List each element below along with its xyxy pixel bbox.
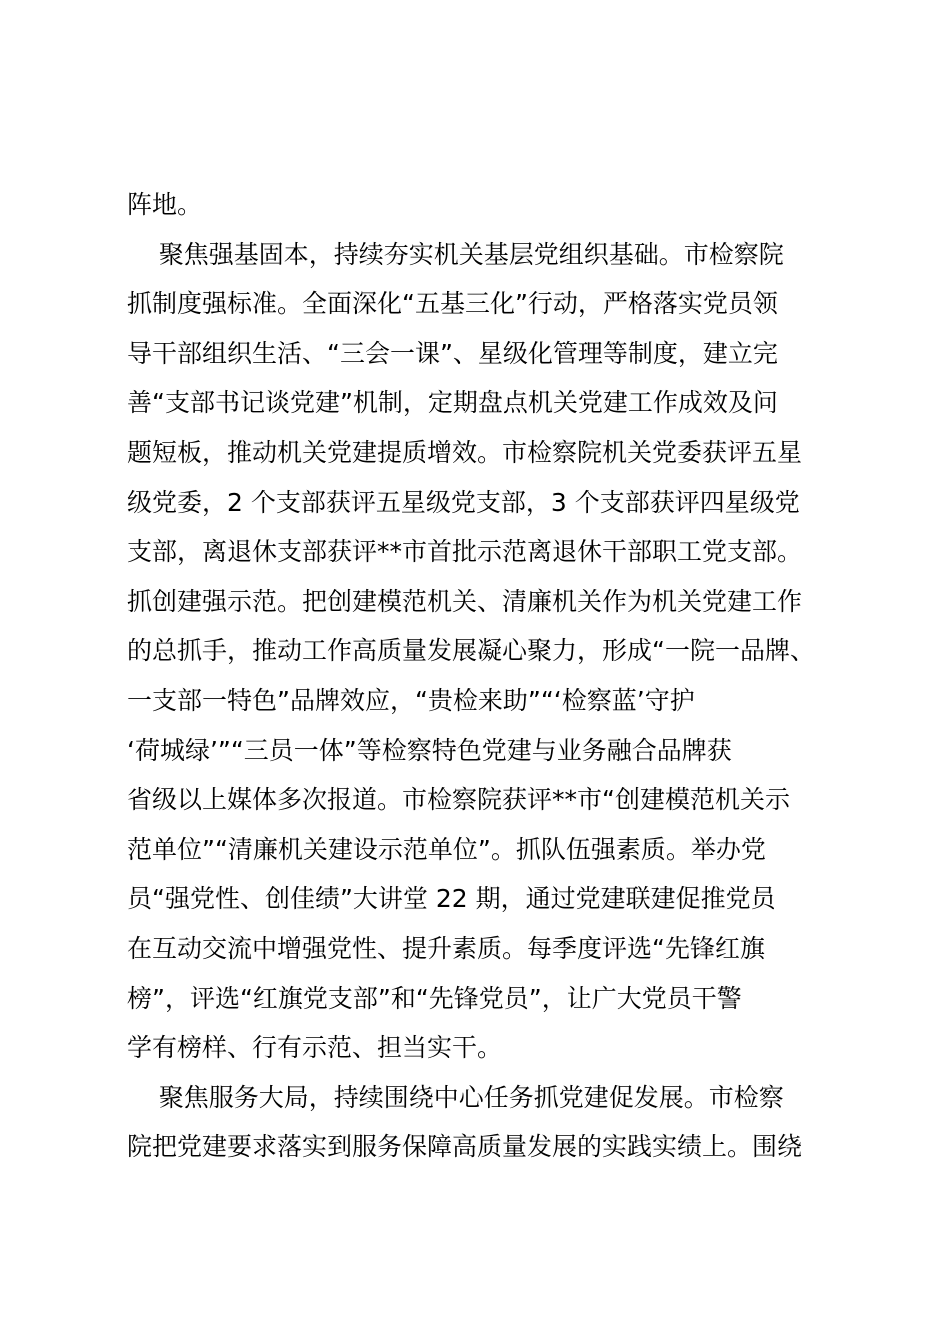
text-line: 聚焦强基固本，持续夯实机关基层党组织基础。市检察院 [127, 239, 784, 269]
text-line: 抓创建强示范。把创建模范机关、清廉机关作为机关党建工作 [127, 586, 803, 616]
text-line: ‘荷城绿’”“三员一体”等检察特色党建与业务融合品牌获 [127, 735, 732, 765]
text-line: 省级以上媒体多次报道。市检察院获评**市“创建模范机关示 [127, 785, 790, 815]
text-line: 支部，离退休支部获评**市首批示范离退休干部职工党支部。 [127, 537, 803, 567]
text-line: 导干部组织生活、“三会一课”、星级化管理等制度，建立完 [127, 338, 778, 368]
text-line: 范单位”“清廉机关建设示范单位”。抓队伍强素质。举办党 [127, 834, 766, 864]
text-line: 善“支部书记谈党建”机制，定期盘点机关党建工作成效及问 [127, 388, 778, 418]
text-line: 院把党建要求落实到服务保障高质量发展的实践实绩上。围绕 [127, 1132, 803, 1162]
document-body [127, 180, 847, 1172]
text-line: 员“强党性、创佳绩”大讲堂 22 期，通过党建联建促推党员 [127, 884, 776, 914]
text-line: 聚焦服务大局，持续围绕中心任务抓党建促发展。市检察 [127, 1082, 784, 1112]
text-line: 题短板，推动机关党建提质增效。市检察院机关党委获评五星 [127, 437, 803, 467]
text-line: 的总抓手，推动工作高质量发展凝心聚力，形成“一院一品牌、 [127, 636, 815, 666]
text-line: 抓制度强标准。全面深化“五基三化”行动，严格落实党员领 [127, 289, 778, 319]
text-line: 级党委，2 个支部获评五星级党支部，3 个支部获评四星级党 [127, 487, 800, 517]
text-line: 学有榜样、行有示范、担当实干。 [127, 1033, 503, 1063]
text-line: 在互动交流中增强党性、提升素质。每季度评选“先锋红旗 [127, 933, 765, 963]
text-line: 一支部一特色”品牌效应，“贵检来助”“‘检察蓝’守护 [127, 685, 695, 715]
text-line: 阵地。 [127, 190, 203, 219]
text-line: 榜”，评选“红旗党支部”和“先锋党员”，让广大党员干警 [127, 983, 742, 1013]
